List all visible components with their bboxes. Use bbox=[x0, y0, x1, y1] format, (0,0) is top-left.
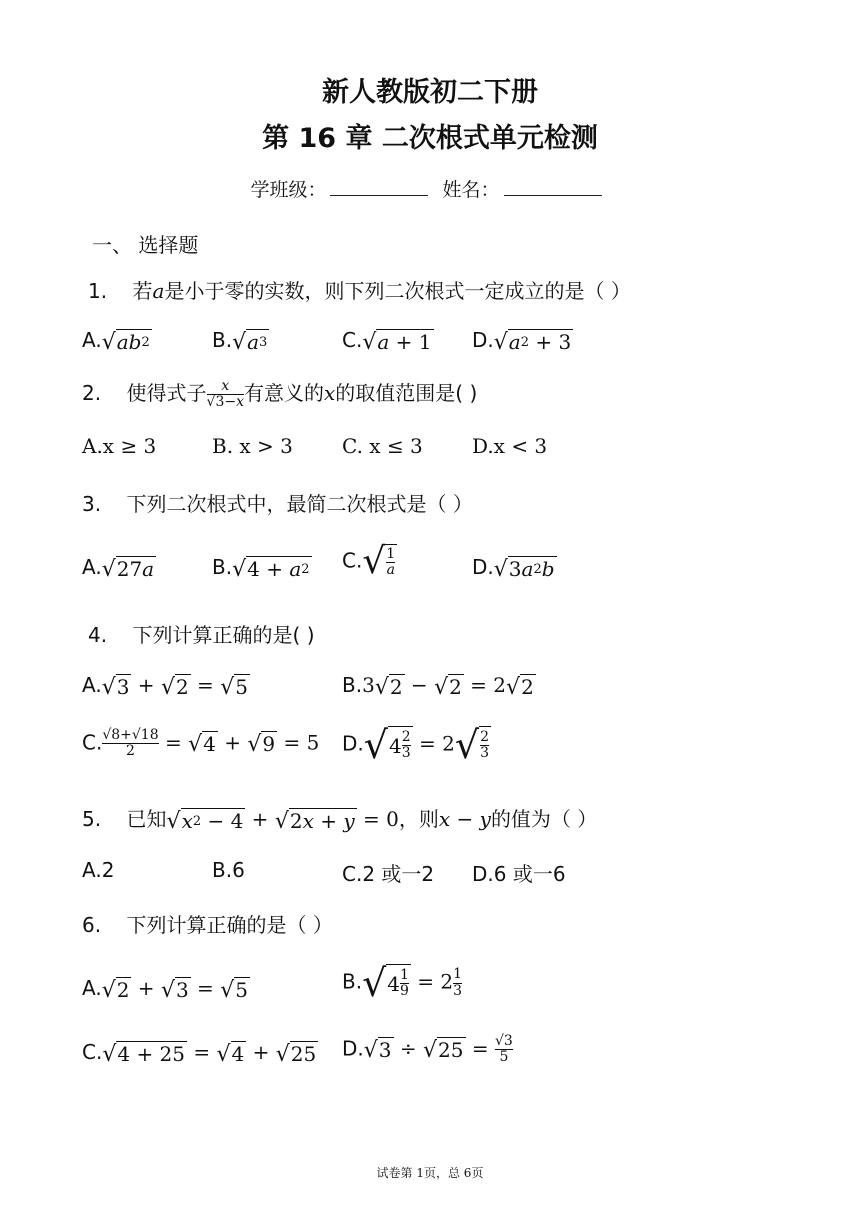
q3-option-c: C. √ $\frac{1}{a}$ bbox=[342, 541, 396, 582]
q5-option-d: D.6 或一6 bbox=[472, 862, 566, 886]
q4-option-a: A. √ 3 + √ 2 = √ 5 bbox=[82, 673, 248, 700]
document-subtitle: 第 16 章 二次根式单元检测 bbox=[262, 123, 598, 154]
q5-stem-c: 的值为（ ） bbox=[490, 807, 598, 831]
question-4 bbox=[88, 619, 315, 648]
section-heading: 一、 选择题 bbox=[92, 233, 199, 257]
q3-stem: 下列二次根式中，最简二次根式是（ ） bbox=[126, 492, 473, 516]
page-footer: 试卷第 1页，总 6页 bbox=[376, 1166, 484, 1180]
q6-option-b: B. √ 4 $\frac{1}{9}$ = 2 $\frac{1}{3}$ bbox=[342, 961, 463, 1005]
q1-var: a bbox=[152, 279, 165, 303]
question-3 bbox=[82, 488, 473, 517]
q1-option-a: A. √ ab 2 bbox=[82, 328, 150, 355]
q2-fraction: $\frac{x}{√3-x}$ bbox=[206, 377, 244, 410]
q2-stem-a: 使得式子 bbox=[126, 381, 207, 405]
q1-option-b: B. √ a 3 bbox=[212, 328, 268, 355]
q4-stem: 下列计算正确的是( ) bbox=[132, 623, 315, 647]
q2-option-b: B. x > 3 bbox=[212, 434, 293, 458]
q6-stem: 下列计算正确的是（ ） bbox=[126, 913, 333, 937]
q2-option-d: D.x < 3 bbox=[472, 434, 548, 458]
class-label: 学班级： bbox=[250, 179, 327, 201]
q1-number: 1. bbox=[88, 279, 108, 303]
question-2: 2. 使得式子 $\frac{x}{√3-x}$ 有意义的x的取值范围是( ) bbox=[82, 377, 478, 410]
q3-option-a: A. √ 27 a bbox=[82, 555, 155, 582]
q1-stem-a: 若 bbox=[132, 279, 153, 303]
q6-number: 6. bbox=[82, 913, 102, 937]
q1-option-c: C. √ a + 1 bbox=[342, 328, 432, 355]
q4-option-c: C. $\frac{√8+√18}{2}$ = √ 4 + √ 9 = 5 bbox=[82, 727, 320, 760]
q5-option-a: A.2 bbox=[82, 858, 115, 882]
q6-option-a: A. √ 2 + √ 3 = √ 5 bbox=[82, 976, 248, 1003]
class-blank bbox=[330, 176, 428, 196]
q4-option-d: D. √ 4 $\frac{2}{3}$ = 2 √ $\frac{2}{3}$ bbox=[342, 723, 489, 767]
q1-option-d: D. √ a 2 + 3 bbox=[472, 328, 572, 355]
q2-option-c: C. x ≤ 3 bbox=[342, 434, 423, 458]
q5-number: 5. bbox=[82, 807, 102, 831]
q6-option-c: C. √ 4 + 25 = √ 4 + √ 25 bbox=[82, 1040, 317, 1067]
q2-stem-b: 有意义的 bbox=[244, 381, 324, 405]
name-blank bbox=[504, 176, 602, 196]
q4-option-b: B.3 √ 2 − √ 2 = 2 √ 2 bbox=[342, 673, 534, 700]
q5-stem-b: ，则 bbox=[398, 807, 439, 831]
name-label: 姓名： bbox=[442, 179, 500, 201]
question-5: 5. 已知 √ x 2 − 4 + √ 2 x + y = 0，则x − y的值为（ ） bbox=[82, 807, 598, 834]
q1-stem-b: 是小于零的实数，则下列二次根式一定成立的是（ ） bbox=[164, 279, 631, 303]
q5-option-c: C.2 或一2 bbox=[342, 862, 435, 886]
q5-stem-a: 已知 bbox=[126, 807, 167, 831]
q5-option-b: B.6 bbox=[212, 858, 245, 882]
q2-stem-c: 的取值范围是( ) bbox=[335, 381, 478, 405]
q2-number: 2. bbox=[82, 381, 102, 405]
student-info-line bbox=[0, 175, 860, 202]
question-1 bbox=[88, 275, 631, 304]
q3-option-d: D. √ 3 a 2 b bbox=[472, 555, 555, 582]
q3-number: 3. bbox=[82, 492, 102, 516]
document-title: 新人教版初二下册 bbox=[322, 77, 538, 108]
q2-option-a: A.x ≥ 3 bbox=[82, 434, 157, 458]
q4-number: 4. bbox=[88, 623, 108, 647]
q6-option-d: D. √ 3 ÷ √ 25 = $\frac{√3}{5}$ bbox=[342, 1033, 513, 1066]
q3-option-b: B. √ 4 + a 2 bbox=[212, 555, 310, 582]
question-6 bbox=[82, 909, 333, 938]
